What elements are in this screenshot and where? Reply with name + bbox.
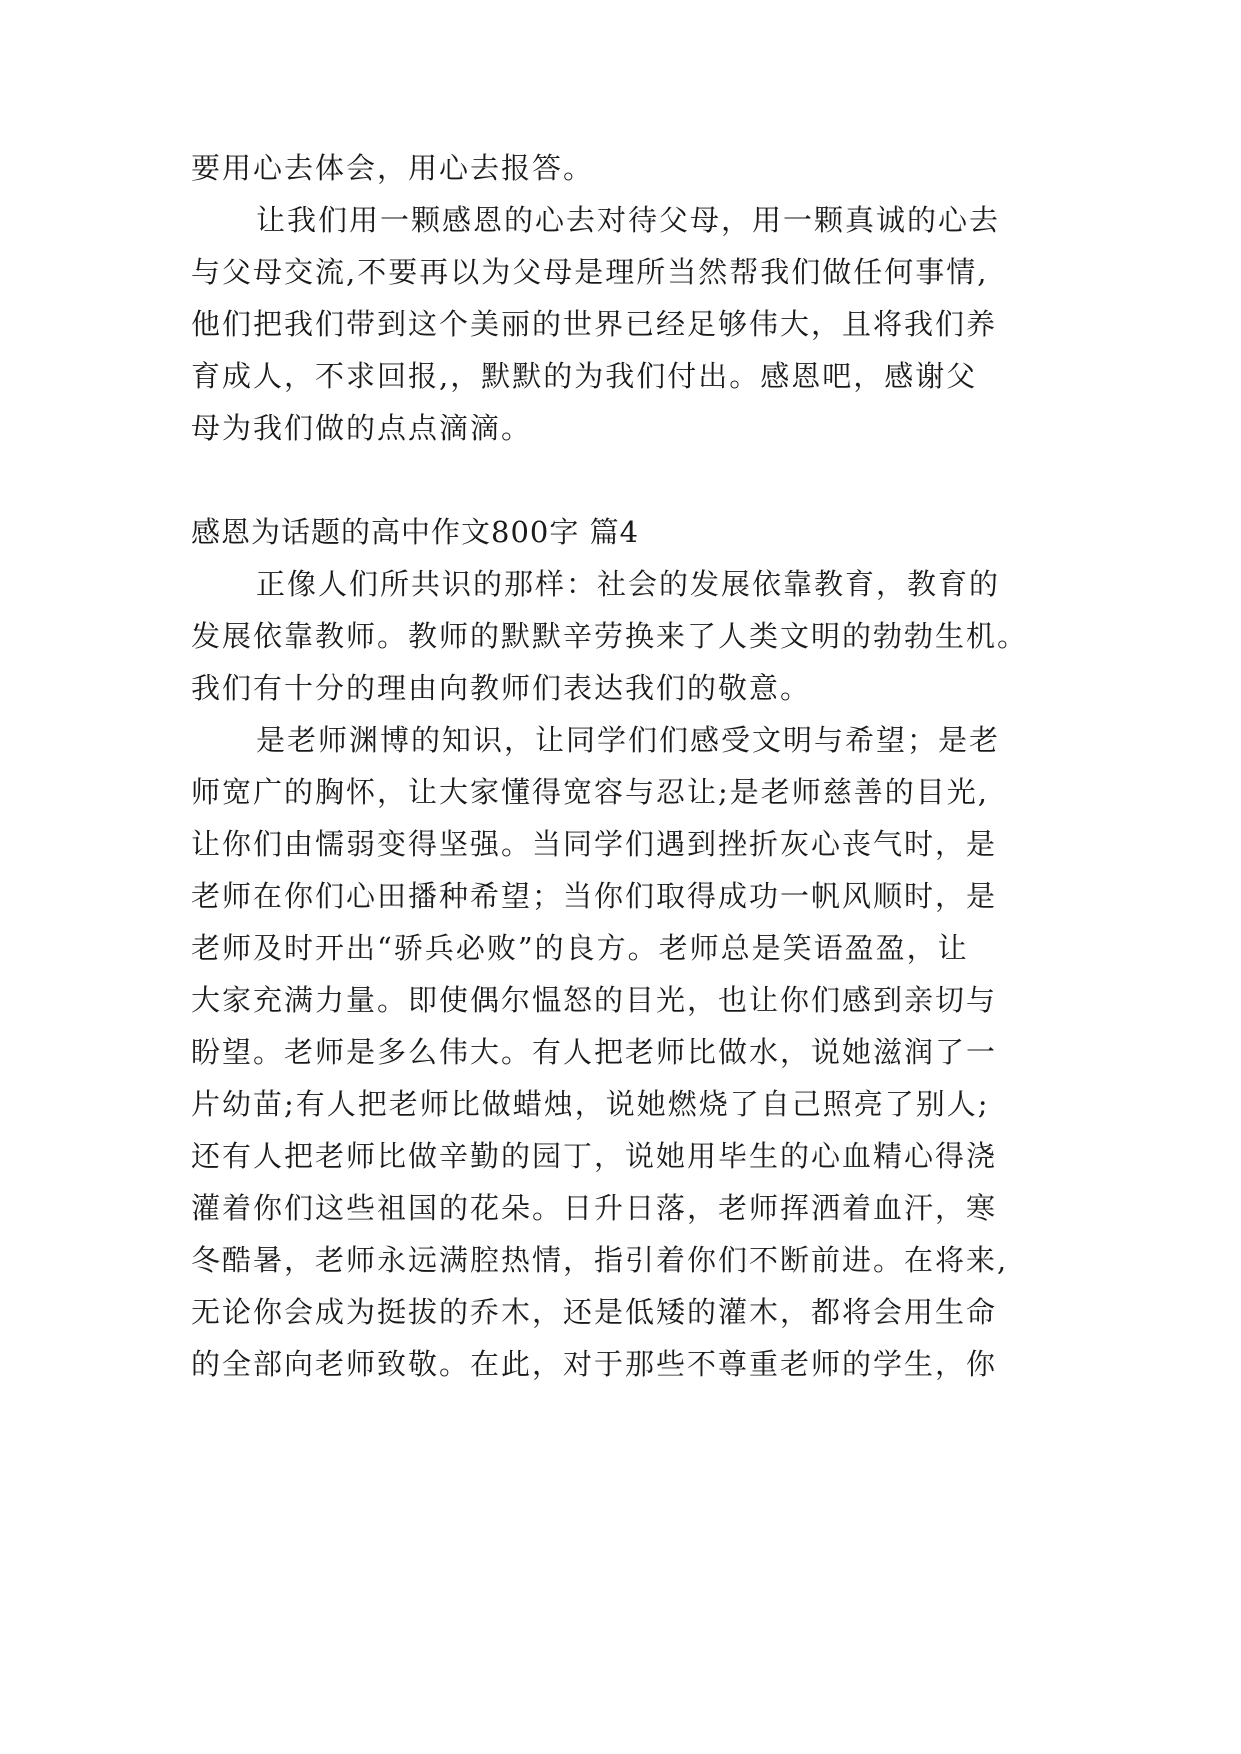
intro-line: 要用心去体会，用心去报答。 — [191, 151, 595, 185]
paragraph-teacher-line: 大家充满力量。即使偶尔愠怒的目光，也让你们感到亲切与 — [191, 983, 998, 1017]
paragraph-teacher-line: 是老师渊博的知识，让同学们们感受文明与希望；是老 — [256, 723, 1001, 757]
paragraph-teacher-line: 还有人把老师比做辛勤的园丁，说她用毕生的心血精心得浇 — [191, 1139, 998, 1173]
section-heading: 感恩为话题的高中作文800字 篇4 — [191, 515, 640, 549]
paragraph-teacher-line: 的全部向老师致敬。在此，对于那些不尊重老师的学生，你 — [191, 1347, 998, 1381]
paragraph-teacher-line: 师宽广的胸怀，让大家懂得宽容与忍让;是老师慈善的目光, — [191, 775, 989, 809]
paragraph-teacher-line: 冬酷暑，老师永远满腔热情，指引着你们不断前进。在将来, — [191, 1243, 1009, 1277]
paragraph-teacher-line: 片幼苗;有人把老师比做蜡烛，说她燃烧了自己照亮了别人; — [191, 1087, 990, 1121]
paragraph-teacher-line: 老师及时开出“骄兵必败”的良方。老师总是笑语盈盈，让 — [191, 931, 969, 965]
paragraph-society-line: 我们有十分的理由向教师们表达我们的敬意。 — [191, 671, 812, 705]
paragraph-teacher-line: 让你们由懦弱变得坚强。当同学们遇到挫折灰心丧气时，是 — [191, 827, 998, 861]
paragraph-society-line: 正像人们所共识的那样：社会的发展依靠教育，教育的 — [256, 567, 1001, 601]
paragraph-gratitude-line: 母为我们做的点点滴滴。 — [191, 411, 533, 445]
paragraph-gratitude-line: 让我们用一颗感恩的心去对待父母，用一颗真诚的心去 — [256, 203, 1001, 237]
paragraph-teacher-line: 灌着你们这些祖国的花朵。日升日落，老师挥洒着血汗，寒 — [191, 1191, 998, 1225]
paragraph-society-line: 发展依靠教师。教师的默默辛劳换来了人类文明的勃勃生机。 — [191, 619, 1029, 653]
paragraph-gratitude-line: 与父母交流,不要再以为父母是理所当然帮我们做任何事情, — [191, 255, 989, 289]
paragraph-teacher-line: 无论你会成为挺拔的乔木，还是低矮的灌木，都将会用生命 — [191, 1295, 998, 1329]
paragraph-gratitude-line: 育成人，不求回报,，默默的为我们付出。感恩吧，感谢父 — [191, 359, 978, 393]
paragraph-teacher-line: 老师在你们心田播种希望；当你们取得成功一帆风顺时，是 — [191, 879, 998, 913]
paragraph-gratitude-line: 他们把我们带到这个美丽的世界已经足够伟大，且将我们养 — [191, 307, 998, 341]
paragraph-teacher-line: 盼望。老师是多么伟大。有人把老师比做水，说她滋润了一 — [191, 1035, 998, 1069]
